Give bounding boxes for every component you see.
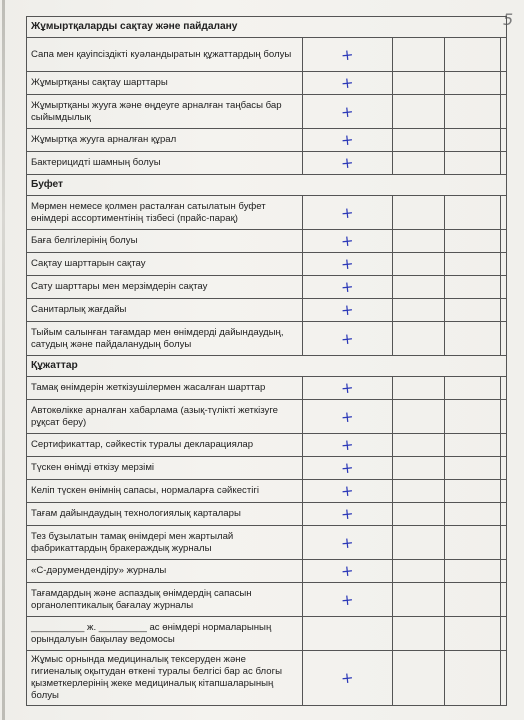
- empty-cell: [393, 38, 445, 72]
- checklist-row: [27, 72, 507, 95]
- empty-cell: [501, 95, 507, 129]
- handwritten-check-mark: [303, 480, 393, 503]
- checklist-row: [27, 400, 507, 434]
- checklist-row: [27, 583, 507, 617]
- check-mark-glyph: +: [340, 458, 355, 478]
- handwritten-check-mark: [303, 560, 393, 583]
- empty-cell: [393, 457, 445, 480]
- handwritten-check-mark: [303, 322, 393, 356]
- empty-cell: [393, 95, 445, 129]
- empty-cell: [501, 526, 507, 560]
- empty-cell: [501, 230, 507, 253]
- handwritten-check-mark: [303, 230, 393, 253]
- empty-cell: [501, 72, 507, 95]
- checklist-row: [27, 152, 507, 175]
- empty-cell: [501, 129, 507, 152]
- checklist-row: [27, 480, 507, 503]
- empty-cell: [393, 434, 445, 457]
- empty-cell: [501, 196, 507, 230]
- check-mark-glyph: +: [340, 153, 355, 173]
- item-text: Мөрмен немесе қолмен расталған сатылатын буфет өнімдері ассортиментінің тізбесі (прайс-парақ): [27, 196, 303, 230]
- empty-cell: [445, 377, 501, 400]
- empty-cell: [393, 377, 445, 400]
- empty-cell: [501, 377, 507, 400]
- empty-cell: [501, 651, 507, 706]
- empty-cell: [393, 253, 445, 276]
- checklist-row: [27, 95, 507, 129]
- empty-cell: [445, 400, 501, 434]
- empty-cell: [445, 299, 501, 322]
- empty-cell: [445, 196, 501, 230]
- item-text: Тамақ өнімдерін жеткізушілермен жасалған шарттар: [27, 377, 303, 400]
- handwritten-check-mark: [303, 617, 393, 651]
- empty-cell: [393, 152, 445, 175]
- empty-cell: [445, 322, 501, 356]
- empty-cell: [445, 276, 501, 299]
- checklist-row: [27, 617, 507, 651]
- check-mark-glyph: +: [340, 589, 355, 610]
- empty-cell: [501, 583, 507, 617]
- section-header-row: [27, 17, 507, 38]
- empty-cell: [501, 480, 507, 503]
- empty-cell: [501, 617, 507, 651]
- empty-cell: [445, 253, 501, 276]
- item-text: Сату шарттары мен мерзімдерін сақтау: [27, 276, 303, 299]
- checklist-row: [27, 526, 507, 560]
- handwritten-check-mark: [303, 129, 393, 152]
- empty-cell: [501, 400, 507, 434]
- handwritten-check-mark: [303, 299, 393, 322]
- checklist-row: [27, 651, 507, 706]
- check-mark-glyph: +: [340, 328, 355, 349]
- empty-cell: [445, 129, 501, 152]
- item-text: «С-дәрумендендіру» журналы: [27, 560, 303, 583]
- empty-cell: [393, 72, 445, 95]
- empty-cell: [445, 95, 501, 129]
- handwritten-check-mark: [303, 72, 393, 95]
- checklist-row: [27, 434, 507, 457]
- empty-cell: [393, 583, 445, 617]
- item-text: Жұмыртқаны сақтау шарттары: [27, 72, 303, 95]
- checklist-row: [27, 560, 507, 583]
- check-mark-glyph: +: [340, 254, 355, 274]
- empty-cell: [445, 560, 501, 583]
- empty-cell: [501, 457, 507, 480]
- item-text: Жұмыртқаны жууга және өңдеуге арналған таңбасы бар сыйымдылық: [27, 95, 303, 129]
- empty-cell: [445, 434, 501, 457]
- handwritten-check-mark: [303, 152, 393, 175]
- empty-cell: [393, 276, 445, 299]
- empty-cell: [445, 583, 501, 617]
- checklist-row: [27, 503, 507, 526]
- page-number: 5: [503, 10, 514, 29]
- item-text: Санитарлық жағдайы: [27, 299, 303, 322]
- checklist-row: [27, 299, 507, 322]
- item-text: Келіп түскен өнімнің сапасы, нормаларға сәйкестігі: [27, 480, 303, 503]
- section-header-row: [27, 356, 507, 377]
- item-text: Тағамдардың және аспаздық өнімдердің сапасын органолептикалық бағалау журналы: [27, 583, 303, 617]
- empty-cell: [445, 651, 501, 706]
- check-mark-glyph: +: [340, 668, 355, 688]
- item-text: Түскен өнімді өткізу мерзімі: [27, 457, 303, 480]
- empty-cell: [393, 400, 445, 434]
- checklist-body: [27, 17, 507, 706]
- item-text: __________ ж. _________ ас өнімдері нормаларының орындалуын бақылау ведомосы: [27, 617, 303, 651]
- check-mark-glyph: +: [340, 231, 355, 251]
- empty-cell: [501, 322, 507, 356]
- check-mark-glyph: +: [340, 44, 355, 65]
- handwritten-check-mark: [303, 95, 393, 129]
- empty-cell: [393, 230, 445, 253]
- checklist-row: [27, 457, 507, 480]
- handwritten-check-mark: [303, 196, 393, 230]
- empty-cell: [393, 503, 445, 526]
- empty-cell: [393, 480, 445, 503]
- section-header-row: [27, 175, 507, 196]
- checklist-row: [27, 230, 507, 253]
- empty-cell: [393, 196, 445, 230]
- empty-cell: [445, 526, 501, 560]
- scan-edge-shadow: [2, 0, 5, 720]
- check-mark-glyph: +: [340, 504, 355, 524]
- section-title: Буфет: [27, 175, 507, 196]
- handwritten-check-mark: [303, 583, 393, 617]
- handwritten-check-mark: [303, 400, 393, 434]
- empty-cell: [501, 276, 507, 299]
- empty-cell: [393, 560, 445, 583]
- empty-cell: [501, 152, 507, 175]
- empty-cell: [501, 560, 507, 583]
- item-text: Баға белгілерінің болуы: [27, 230, 303, 253]
- checklist-row: [27, 253, 507, 276]
- empty-cell: [393, 322, 445, 356]
- handwritten-check-mark: [303, 526, 393, 560]
- handwritten-check-mark: [303, 434, 393, 457]
- empty-cell: [501, 434, 507, 457]
- item-text: Тағам дайындаудың технологиялық карталары: [27, 503, 303, 526]
- check-mark-glyph: +: [340, 73, 355, 93]
- check-mark-glyph: +: [340, 481, 355, 501]
- checklist-row: [27, 38, 507, 72]
- item-text: Автокөлікке арналған хабарлама (азық-түлікті жеткізуге рұқсат беру): [27, 400, 303, 434]
- check-mark-glyph: +: [340, 561, 355, 581]
- handwritten-check-mark: [303, 377, 393, 400]
- empty-cell: [445, 457, 501, 480]
- empty-cell: [501, 38, 507, 72]
- empty-cell: [445, 617, 501, 651]
- item-text: Сапа мен қауіпсіздікті куәландыратын құжаттардың болуы: [27, 38, 303, 72]
- check-mark-glyph: +: [340, 406, 355, 427]
- empty-cell: [393, 617, 445, 651]
- empty-cell: [393, 526, 445, 560]
- check-mark-glyph: +: [340, 300, 355, 320]
- checklist-table: [26, 16, 507, 706]
- empty-cell: [445, 230, 501, 253]
- section-title: Құжаттар: [27, 356, 507, 377]
- handwritten-check-mark: [303, 651, 393, 706]
- empty-cell: [445, 152, 501, 175]
- empty-cell: [501, 299, 507, 322]
- checklist-row: [27, 322, 507, 356]
- item-text: Сақтау шарттарын сақтау: [27, 253, 303, 276]
- check-mark-glyph: +: [340, 378, 355, 398]
- check-mark-glyph: +: [340, 435, 355, 455]
- check-mark-glyph: +: [340, 277, 355, 297]
- handwritten-check-mark: [303, 38, 393, 72]
- check-mark-glyph: +: [340, 202, 355, 223]
- empty-cell: [393, 299, 445, 322]
- item-text: Сертификаттар, сәйкестік туралы декларациялар: [27, 434, 303, 457]
- checklist-row: [27, 377, 507, 400]
- empty-cell: [445, 480, 501, 503]
- checklist-row: [27, 129, 507, 152]
- checklist-row: [27, 276, 507, 299]
- check-mark-glyph: +: [340, 130, 355, 150]
- handwritten-check-mark: [303, 276, 393, 299]
- handwritten-check-mark: [303, 457, 393, 480]
- empty-cell: [501, 503, 507, 526]
- item-text: Тыйым салынған тағамдар мен өнімдерді дайындаудың, сатудың және пайдаланудың болуы: [27, 322, 303, 356]
- check-mark-glyph: +: [340, 101, 355, 122]
- section-title: Жұмыртқаларды сақтау және пайдалану: [27, 17, 507, 38]
- empty-cell: [393, 651, 445, 706]
- item-text: Тез бұзылатын тамақ өнімдері мен жартылай фабрикаттардың бракераждық журналы: [27, 526, 303, 560]
- handwritten-check-mark: [303, 253, 393, 276]
- empty-cell: [501, 253, 507, 276]
- handwritten-check-mark: [303, 503, 393, 526]
- empty-cell: [393, 129, 445, 152]
- empty-cell: [445, 72, 501, 95]
- item-text: Жұмыртқа жууга арналған құрал: [27, 129, 303, 152]
- item-text: Жұмыс орнында медициналық тексеруден және гигиеналық оқытудан өткені туралы белгісі бар ас блогы қызметкерлерінің жеке медициналық кітапшаларының болуы: [27, 651, 303, 706]
- empty-cell: [445, 38, 501, 72]
- checklist-row: [27, 196, 507, 230]
- item-text: Бактерицидті шамның болуы: [27, 152, 303, 175]
- empty-cell: [445, 503, 501, 526]
- check-mark-glyph: +: [340, 532, 355, 553]
